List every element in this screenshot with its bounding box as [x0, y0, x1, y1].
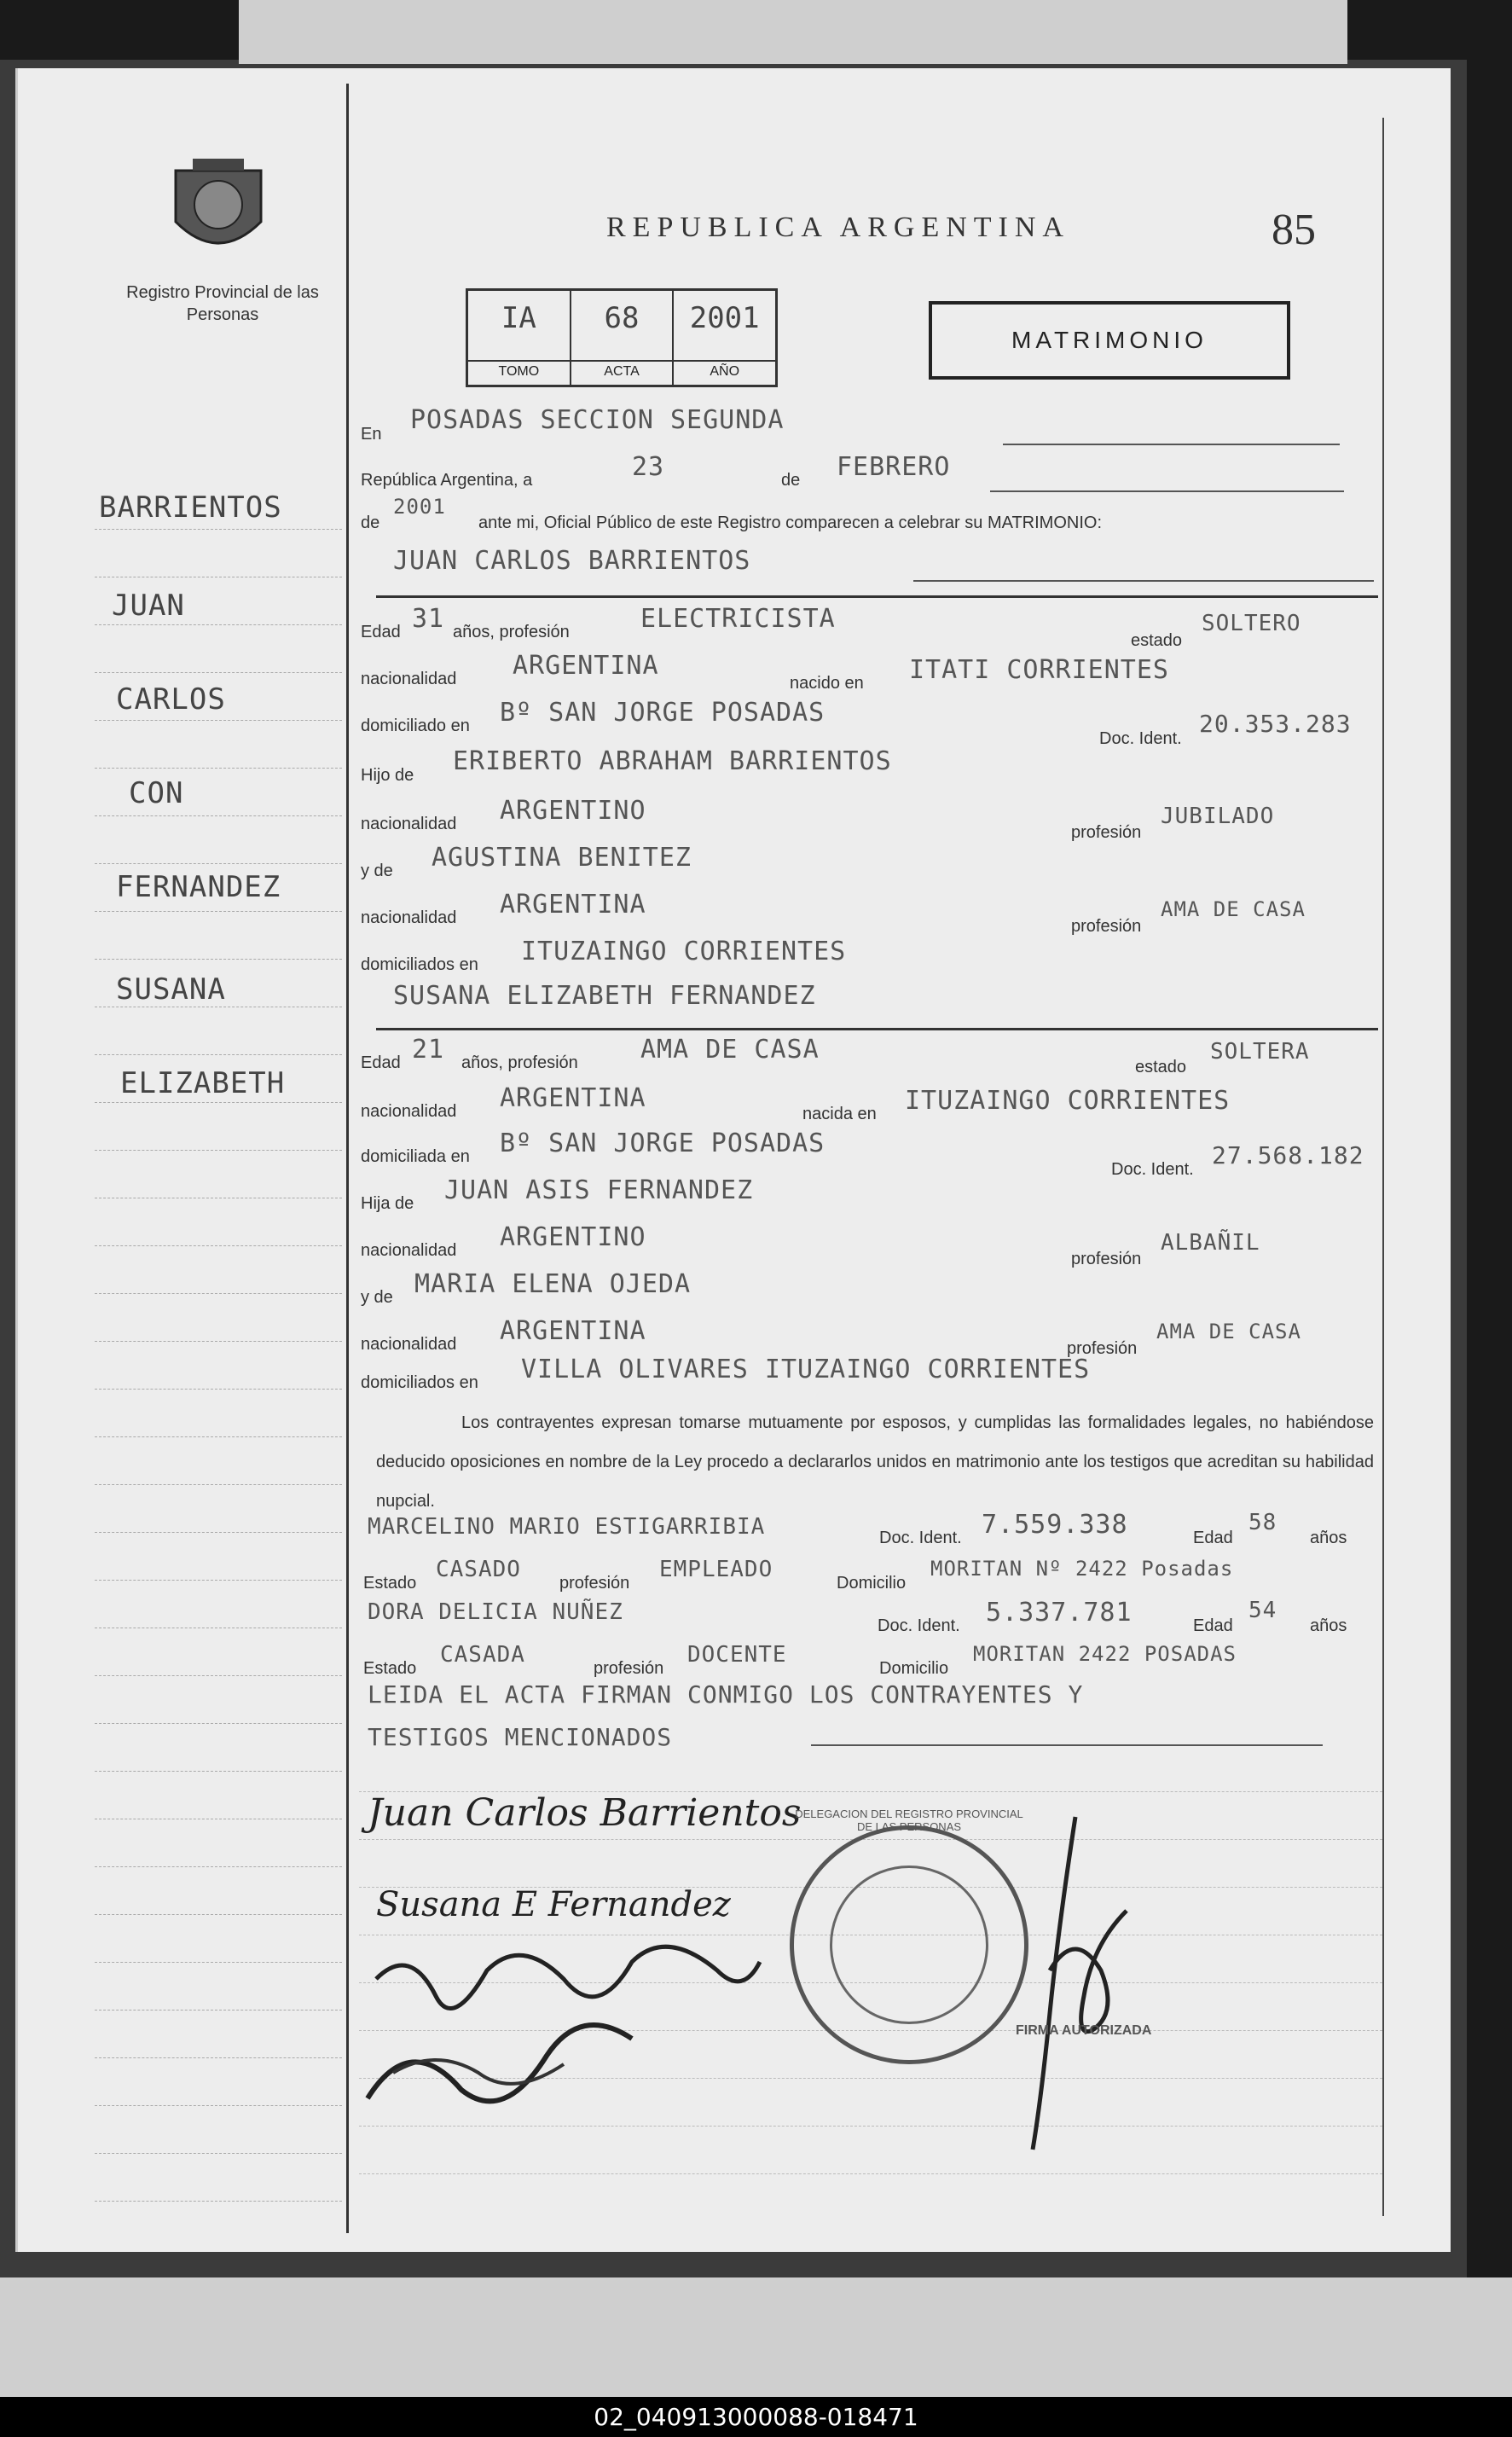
bride-mother-nat-label: nacionalidad: [361, 1335, 457, 1354]
margin-ruled-line: [95, 1819, 342, 1820]
witness2-name: DORA DELICIA NUÑEZ: [368, 1599, 623, 1625]
stamp-inner: [830, 1865, 988, 2024]
margin-ruled-line: [95, 577, 342, 578]
bride-father-profession: ALBAÑIL: [1161, 1230, 1260, 1256]
bride-nacida-label: nacida en: [802, 1105, 877, 1123]
margin-ruled-line: [95, 1628, 342, 1629]
acta-label: ACTA: [571, 360, 673, 380]
margin-ruled-line: [95, 1914, 342, 1916]
bride-yde-label: y de: [361, 1288, 393, 1307]
section-separator: [376, 595, 1378, 598]
tomo-cell: [468, 291, 571, 385]
margin-ruled-line: [95, 624, 342, 626]
groom-age: 31: [412, 604, 445, 634]
witness2-estado-label: Estado: [363, 1659, 417, 1678]
underline: [1003, 444, 1340, 445]
groom-parents-address: ITUZAINGO CORRIENTES: [521, 937, 847, 966]
bride-civil-status: SOLTERA: [1210, 1039, 1310, 1065]
witness2-doc-id: 5.337.781: [986, 1598, 1133, 1628]
bride-parents-address: VILLA OLIVARES ITUZAINGO CORRIENTES: [521, 1355, 1091, 1384]
margin-ruled-line: [95, 1198, 342, 1199]
groom-yde-label: y de: [361, 862, 393, 880]
underline: [913, 580, 1374, 582]
witness1-profesion-label: profesión: [559, 1574, 630, 1593]
bride-estado-label: estado: [1135, 1058, 1187, 1076]
witness2-address: MORITAN 2422 POSADAS: [973, 1642, 1237, 1666]
witness1-anos-label: años: [1310, 1529, 1347, 1547]
bride-nationality: ARGENTINA: [500, 1083, 646, 1113]
groom-hijo-label: Hijo de: [361, 766, 414, 785]
bride-doc-id: 27.568.182: [1212, 1141, 1364, 1169]
margin-ruled-line: [95, 1341, 342, 1343]
authorized-signature-label: FIRMA AUTORIZADA: [1016, 2023, 1152, 2038]
bride-mother-prof-label: profesión: [1067, 1339, 1138, 1358]
bride-birthplace: ITUZAINGO CORRIENTES: [905, 1086, 1231, 1116]
tomo-label: TOMO: [468, 360, 570, 380]
groom-father-nationality: ARGENTINO: [500, 796, 646, 826]
footer-document-id: 02_040913000088-018471: [0, 2397, 1512, 2437]
registry-stamp: [790, 1807, 1028, 2064]
margin-ruled-line: [95, 1054, 342, 1056]
ano-cell: [674, 291, 775, 385]
country-heading: REPUBLICA ARGENTINA: [606, 212, 1070, 243]
margin-name: FERNANDEZ: [116, 870, 281, 904]
bottom-strip: [0, 2277, 1512, 2397]
republica-label: República Argentina, a: [361, 471, 533, 490]
declaration-paragraph: Los contrayentes expresan tomarse mutuamente por esposos, y cumplidas las formalidades legales, no habiéndose deducido oposiciones en nombre de la Ley procedo a declararlos unidos en matrimonio ante los testigos que acreditan su habilidad nupcial.: [376, 1413, 1374, 1511]
groom-father: ERIBERTO ABRAHAM BARRIENTOS: [453, 746, 892, 776]
margin-name: ELIZABETH: [120, 1066, 286, 1100]
record-type-box: MATRIMONIO: [929, 301, 1290, 380]
groom-mother-nationality: ARGENTINA: [500, 890, 646, 920]
page-number: 85: [1272, 206, 1316, 254]
groom-mother-profession: AMA DE CASA: [1161, 897, 1306, 921]
margin-name: SUSANA: [116, 972, 226, 1007]
margin-ruled-line: [95, 672, 342, 674]
witness2-profesion-label: profesión: [594, 1659, 664, 1678]
witness1-domicilio-label: Domicilio: [837, 1574, 907, 1593]
margin-ruled-line: [95, 863, 342, 865]
bride-age: 21: [412, 1035, 445, 1065]
day-value: 23: [632, 452, 665, 482]
margin-ruled-line: [95, 1580, 342, 1581]
bride-doc-label: Doc. Ident.: [1111, 1160, 1194, 1179]
margin-name: BARRIENTOS: [99, 490, 282, 525]
groom-doc-id: 20.353.283: [1199, 710, 1352, 738]
margin-ruled-line: [95, 959, 342, 960]
tomo-value: IA: [501, 301, 536, 335]
margin-ruled-line: [95, 529, 342, 531]
bride-nacionalidad-label: nacionalidad: [361, 1102, 457, 1121]
top-strip: [239, 0, 1347, 64]
groom-full-name: JUAN CARLOS BARRIENTOS: [393, 546, 751, 576]
ano-value: 2001: [689, 301, 760, 335]
witness1-civil-status: CASADO: [436, 1557, 521, 1582]
witness1-profession: EMPLEADO: [659, 1557, 773, 1582]
main-ruled-line: [359, 2126, 1382, 2127]
groom-mother: AGUSTINA BENITEZ: [432, 843, 692, 873]
margin-ruled-line: [95, 720, 342, 722]
provincial-seal-icon: [167, 154, 269, 264]
margin-ruled-line: [95, 2153, 342, 2155]
underline: [811, 1744, 1323, 1746]
bride-father-prof-label: profesión: [1071, 1250, 1142, 1268]
margin-ruled-line: [95, 2057, 342, 2059]
stamp-text: DELEGACION DEL REGISTRO PROVINCIAL DE LAS PERSONAS: [795, 1807, 1023, 1833]
place-value: POSADAS SECCION SEGUNDA: [410, 405, 785, 435]
bride-hija-label: Hija de: [361, 1194, 414, 1213]
witness1-name: MARCELINO MARIO ESTIGARRIBIA: [368, 1514, 766, 1540]
bride-signature: Susana E Fernandez: [376, 1885, 731, 1924]
en-label: En: [361, 425, 382, 444]
witness2-profession: DOCENTE: [687, 1642, 787, 1668]
bride-father-nationality: ARGENTINO: [500, 1222, 646, 1252]
bride-profession: AMA DE CASA: [640, 1035, 820, 1065]
bride-full-name: SUSANA ELIZABETH FERNANDEZ: [393, 981, 816, 1011]
margin-ruled-line: [95, 1866, 342, 1868]
groom-nacionalidad-label: nacionalidad: [361, 670, 457, 688]
margin-divider: [346, 84, 349, 2233]
groom-address: Bº SAN JORGE POSADAS: [500, 698, 826, 728]
groom-edad-label: Edad: [361, 623, 401, 641]
margin-ruled-line: [95, 1150, 342, 1152]
witness2-edad-label: Edad: [1193, 1616, 1233, 1635]
acta-value: 68: [604, 301, 640, 335]
groom-father-profession: JUBILADO: [1161, 804, 1275, 829]
groom-nationality: ARGENTINA: [513, 651, 659, 681]
bride-mother-nationality: ARGENTINA: [500, 1316, 646, 1346]
bride-parents-dom-label: domiciliados en: [361, 1373, 478, 1392]
section-separator: [376, 1028, 1378, 1030]
year-prefix-label: de: [361, 514, 380, 532]
groom-birthplace: ITATI CORRIENTES: [909, 655, 1169, 685]
year-value: 2001: [393, 495, 446, 519]
groom-profesion-label: años, profesión: [453, 623, 570, 641]
groom-domiciliado-label: domiciliado en: [361, 717, 470, 735]
margin-ruled-line: [95, 1389, 342, 1390]
groom-nacido-label: nacido en: [790, 674, 864, 693]
acta-cell: [571, 291, 675, 385]
margin-ruled-line: [95, 911, 342, 913]
groom-estado-label: estado: [1131, 631, 1183, 650]
witness1-doc-id: 7.559.338: [982, 1510, 1128, 1540]
witness-signatures-icon: [359, 1928, 768, 2124]
witness1-address: MORITAN Nº 2422 Posadas: [930, 1557, 1234, 1581]
witness2-age: 54: [1248, 1598, 1277, 1623]
witness2-domicilio-label: Domicilio: [879, 1659, 949, 1678]
month-value: FEBRERO: [837, 452, 951, 482]
groom-mother-prof-label: profesión: [1071, 917, 1142, 936]
bride-mother-profession: AMA DE CASA: [1156, 1320, 1301, 1343]
margin-ruled-line: [95, 2201, 342, 2202]
margin-ruled-line: [95, 1723, 342, 1725]
underline: [990, 490, 1344, 492]
margin-ruled-line: [95, 815, 342, 817]
closing-line1: LEIDA EL ACTA FIRMAN CONMIGO LOS CONTRAYENTES Y: [368, 1680, 1084, 1709]
witness2-doc-label: Doc. Ident.: [878, 1616, 960, 1635]
margin-ruled-line: [95, 768, 342, 769]
margin-name: JUAN: [112, 589, 185, 623]
margin-ruled-line: [95, 2105, 342, 2107]
bride-domiciliada-label: domiciliada en: [361, 1147, 470, 1166]
main-ruled-line: [359, 2173, 1382, 2175]
margin-ruled-line: [95, 1484, 342, 1486]
margin-ruled-line: [95, 1245, 342, 1247]
margin-ruled-line: [95, 1771, 342, 1773]
margin-name: CON: [129, 776, 184, 810]
bride-address: Bº SAN JORGE POSADAS: [500, 1129, 826, 1158]
groom-father-prof-label: profesión: [1071, 823, 1142, 842]
official-signature-icon: [1024, 1800, 1152, 2158]
margin-ruled-line: [95, 2010, 342, 2011]
groom-parents-dom-label: domiciliados en: [361, 955, 478, 974]
ano-label: AÑO: [674, 360, 775, 380]
bride-profesion-label: años, profesión: [461, 1053, 578, 1072]
margin-ruled-line: [95, 1532, 342, 1534]
margin-ruled-line: [95, 1007, 342, 1008]
margin-name: CARLOS: [116, 682, 226, 717]
margin-ruled-line: [95, 1293, 342, 1295]
bride-edad-label: Edad: [361, 1053, 401, 1072]
witness1-edad-label: Edad: [1193, 1529, 1233, 1547]
document-page: [15, 68, 1451, 2252]
groom-mother-nat-label: nacionalidad: [361, 908, 457, 927]
right-border: [1382, 118, 1384, 2216]
witness1-age: 58: [1248, 1510, 1277, 1535]
intro-text: ante mi, Oficial Público de este Registro comparecen a celebrar su MATRIMONIO:: [478, 514, 1103, 532]
bride-father: JUAN ASIS FERNANDEZ: [444, 1175, 754, 1205]
de-label: de: [781, 471, 801, 490]
registry-name: Registro Provincial de las Personas: [126, 283, 319, 324]
witness1-estado-label: Estado: [363, 1574, 417, 1593]
groom-father-nat-label: nacionalidad: [361, 815, 457, 833]
groom-signature: Juan Carlos Barrientos: [368, 1791, 802, 1835]
witness2-anos-label: años: [1310, 1616, 1347, 1635]
registry-box: [466, 288, 778, 387]
groom-profession: ELECTRICISTA: [640, 604, 836, 634]
bride-mother: MARIA ELENA OJEDA: [414, 1269, 692, 1299]
margin-ruled-line: [95, 1962, 342, 1964]
margin-ruled-line: [95, 1102, 342, 1104]
groom-civil-status: SOLTERO: [1202, 611, 1301, 636]
witness1-doc-label: Doc. Ident.: [879, 1529, 962, 1547]
witness2-civil-status: CASADA: [440, 1642, 525, 1668]
bride-father-nat-label: nacionalidad: [361, 1241, 457, 1260]
margin-ruled-line: [95, 1675, 342, 1677]
groom-doc-label: Doc. Ident.: [1099, 729, 1182, 748]
margin-ruled-line: [95, 1436, 342, 1438]
closing-line2: TESTIGOS MENCIONADOS: [368, 1723, 673, 1751]
